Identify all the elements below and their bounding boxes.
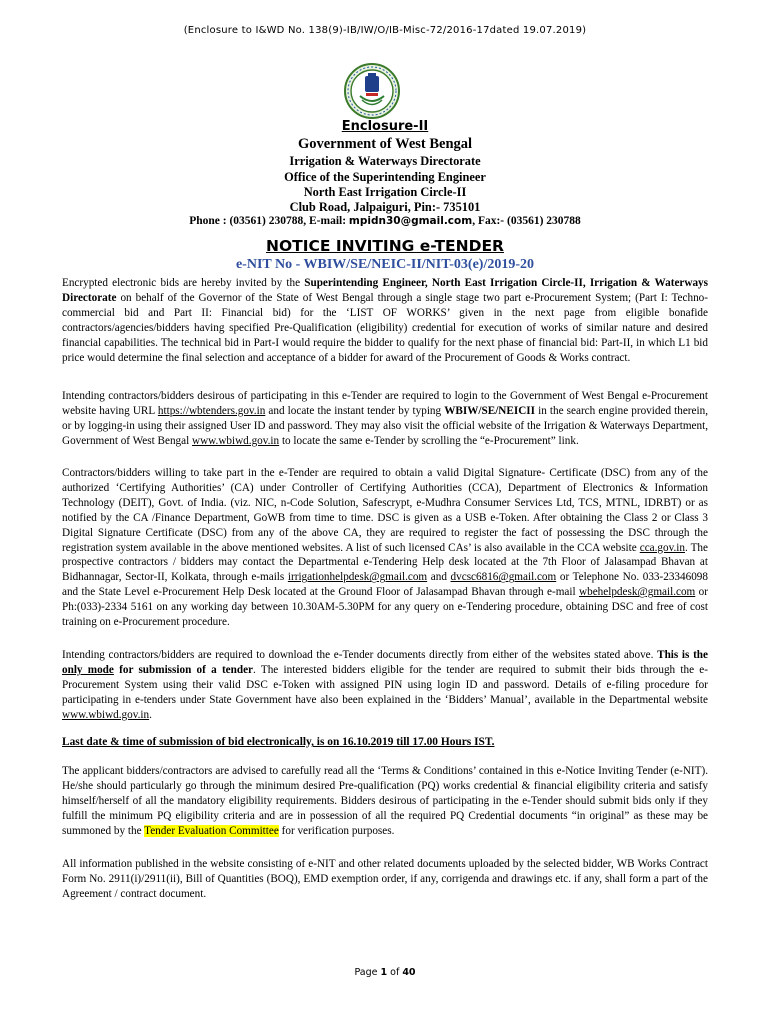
wbiwd-link[interactable]: www.wbiwd.gov.in [192,434,280,447]
contact-email: mpidn30@gmail.com [348,215,473,227]
paragraph-invitation: Encrypted electronic bids are hereby invited by the Superintending Engineer, North East Irrigation Circle-II, Irrigation & Waterways Directorate on behalf of the Governor of the State of West Bengal through a single stage two part e-Procurement System; (Part I: Techno-commercial bid and Part II: Financial bid) for the ‘LIST OF WORKS’ given in the next page from eligible bonafide contractors/agencies/bidders having specified Pre-Qualification (eligibility) credential for execution of works of similar nature and desired financial capabilities. The technical bid in Part-I would require the bidder to qualify for the next phase of financial bid: Part-II, in which L1 bid price would determine the final selection and acceptance of a bidder for award of the Procurement of Goods & Works contract. [62,277,708,364]
enclosure-reference: (Enclosure to I&WD No. 138(9)-IB/IW/O/IB-Misc-72/2016-17dated 19.07.2019) [183,25,587,36]
fax-text: , Fax:- (03561) 230788 [472,215,581,227]
issuing-authority: Superintending Engineer, North East Irrigation Circle-II, Irrigation & Waterways Directorate [62,277,708,304]
cca-link[interactable]: cca.gov.in [639,541,685,554]
phone-text: Phone : (03561) 230788, E-mail: [189,215,349,227]
office-address: Club Road, Jalpaiguri, Pin:- 735101 [289,200,481,214]
office-name: Office of the Superintending Engineer [284,170,486,184]
page-footer: Page 1 of 40 [354,967,416,978]
highlighted-committee: Tender Evaluation Committee [144,824,279,837]
wbtenders-link[interactable]: https://wbtenders.gov.in [157,404,266,417]
enclosure-heading: Enclosure-II [341,119,429,134]
submission-deadline: Last date & time of submission of bid electronically, is on 16.10.2019 till 17.00 Hours IST. [62,736,495,748]
notice-number: e-NIT No - WBIW/SE/NEIC-II/NIT-03(e)/2019-20 [235,257,535,272]
wbiwd-link-2[interactable]: www.wbiwd.gov.in [62,708,150,721]
west-bengal-emblem-icon [343,62,401,120]
notice-title: NOTICE INVITING e-TENDER [266,237,504,255]
current-page-number: 1 [380,967,388,978]
paragraph-agreement: All information published in the website consisting of e-NIT and other related documents uploaded by the selected bidder, WB Works Contract Form No. 2911(i)/2911(ii), Bill of Quantities (BOQ), EMD exemption order, if any, corrigenda and drawings etc. if any, shall form a part of the Agreement / contract document. [62,858,708,900]
search-keyword: WBIW/SE/NEICII [444,404,535,417]
dvcsc-email-link[interactable]: dvcsc6816@gmail.com [450,571,557,584]
only-mode-emphasis: only mode [62,663,114,676]
total-pages: 40 [402,967,416,978]
directorate-name: Irrigation & Waterways Directorate [289,154,481,168]
circle-name: North East Irrigation Circle-II [303,185,467,199]
paragraph-download: Intending contractors/bidders are required to download the e-Tender documents directly from either of the websites stated above. This is the only mode for submission of a tender. The interested bidders eligible for the tender are required to submit their bids through the e-Procurement System using their valid DSC e-Token with assigned PIN using login ID and password. Details of e-filing procedure for participating in e-tenders under State Government have also been explained in the ‘Bidders’ Manual’, available in the Departmental website www.wbiwd.gov.in. [62,649,709,721]
government-name: Government of West Bengal [297,136,473,152]
wbehelpdesk-email-link[interactable]: wbehelpdesk@gmail.com [579,586,696,599]
contact-line [0,215,770,227]
paragraph-eligibility: The applicant bidders/contractors are advised to carefully read all the ‘Terms & Conditions’ contained in this e-Notice Inviting Tender (e-NIT). He/she should particularly go through the minimum desired Pre-qualification (PQ) works credential & financial eligibility criteria and satisfy himself/herself of all the mandatory eligibility requirements. Bidders desirous of participating in the e-Tender should submit bids only if they fulfill the minimum PQ eligibility criteria and are in possession of all the required PQ Credential documents “in original” as these may be summoned by the Tender Evaluation Committee for verification purposes. [62,765,708,837]
helpdesk-email-link[interactable]: irrigationhelpdesk@gmail.com [287,571,428,584]
paragraph-login: Intending contractors/bidders desirous of participating in this e-Tender are required to login to the Government of West Bengal e-Procurement website having URL https://wbtenders.gov.in and locate the instant tender by typing WBIW/SE/NEICII in the search engine provided therein, or by logging-in using their assigned User ID and password. They may also visit the official website of the Irrigation & Waterways Department, Government of West Bengal www.wbiwd.gov.in to locate the same e-Tender by scrolling the “e-Procurement” link. [62,390,708,447]
paragraph-dsc: Contractors/bidders willing to take part in the e-Tender are required to obtain a valid Digital Signature- Certificate (DSC) from any of the authorized ‘Certifying Authorities’ (CA) under Controller of Certifying Authorities (CCA), Department of Electronics & Information Technology (DEIT), Govt. of India. (viz. NIC, n-Code Solution, Safescrypt, e-Mudhra Consumer Services Ltd, TCS, MTNL, IDRBT) or as notified by the CA /Finance Department, GoWB from time to time. DSC is given as a USB e-Token. After obtaining the Class 2 or Class 3 Digital Signature Certificate (DSC) from any of the above CA, they are required to register the fact of possessing the DSC through the registration system available in the above mentioned websites. A list of such licensed CAs’ is also available in the CCA website cca.gov.in. The prospective contractors / bidders may contact the Departmental e-Tendering Help desk located at the 7th Floor of Jalasampad Bhavan at Bidhannagar, Sector-II, Kolkata, through e-mails irrigationhelpdesk@gmail.com and dvcsc6816@gmail.com or Telephone No. 033-23346098 and the State Level e-Procurement Help Desk located at the Ground Floor of Jalasampad Bhavan through e-mail wbehelpdesk@gmail.com or Ph:(033)-2334 5161 on any working day between 10.30AM-5.30PM for any query on e-Tendering procedure, obtaining DSC and free of cost training on e-Procurement procedure. [62,467,708,629]
